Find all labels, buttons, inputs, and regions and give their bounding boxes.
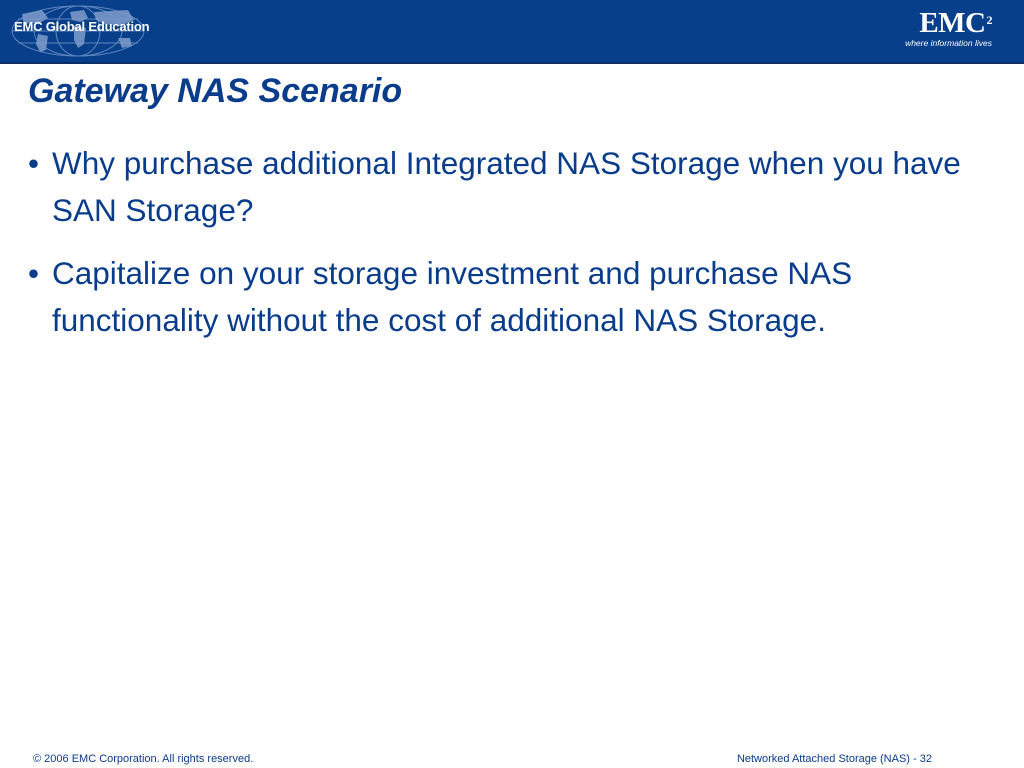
emc-brand-superscript: 2 (986, 13, 992, 27)
footer-course-info (737, 753, 932, 765)
emc-brand-wordmark (892, 8, 992, 38)
bullet-item-2 (28, 250, 1003, 344)
bullet-text-1: Why purchase additional Integrated NAS Storage when you have SAN Storage? (52, 145, 961, 228)
logo-left-text: EMC Global Education (14, 19, 150, 34)
emc-tagline: where information lives (905, 38, 992, 48)
emc-brand-text: EMC (919, 7, 986, 39)
bullet-item-1 (28, 140, 1003, 234)
emc-global-education-logo (8, 4, 148, 58)
header-divider (0, 62, 1024, 64)
footer-copyright: © 2006 EMC Corporation. All rights reserved. (33, 753, 254, 765)
header-bar (0, 0, 1024, 62)
emc-logo (892, 8, 992, 54)
bullet-list (28, 140, 1003, 360)
slide-title: Gateway NAS Scenario (28, 72, 403, 110)
footer-course-title: Networked Attached Storage (NAS) (736, 753, 910, 765)
bullet-marker: • (28, 255, 40, 291)
bullet-marker: • (28, 145, 40, 181)
bullet-text-2: Capitalize on your storage investment and purchase NAS functionality without the cost of additional NAS Storage. (52, 255, 853, 338)
footer-page-number: - 32 (913, 753, 932, 765)
